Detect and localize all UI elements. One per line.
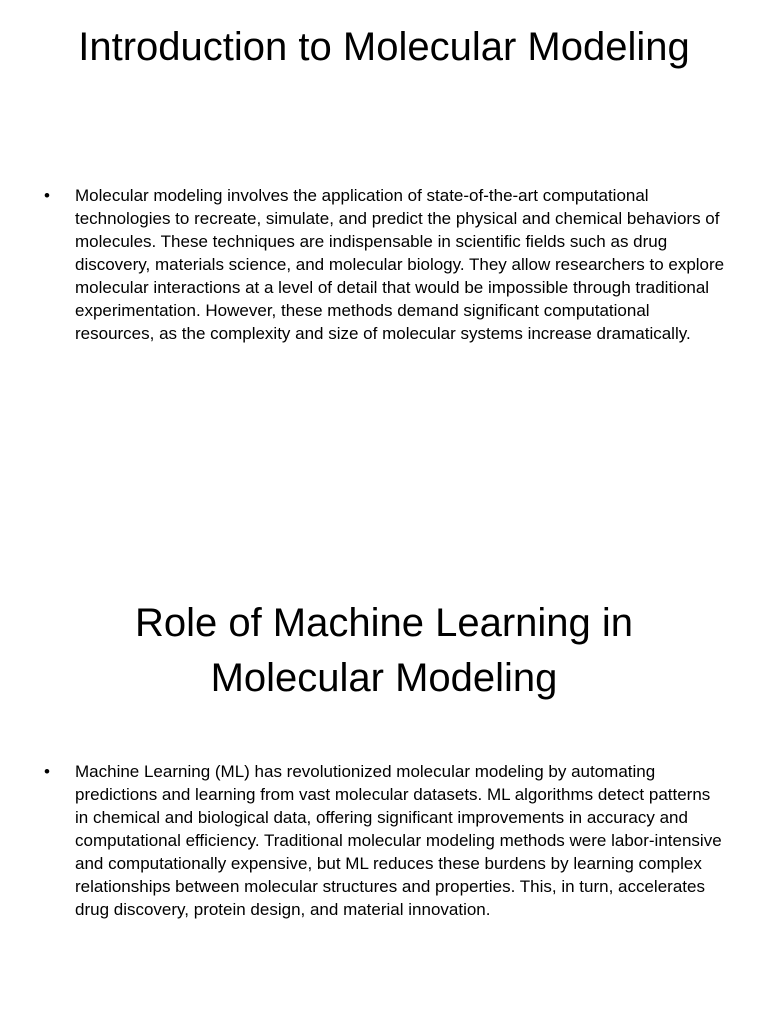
bullet-icon: • <box>44 186 50 205</box>
slide-2 <box>0 576 768 1024</box>
slide-1-title: Introduction to Molecular Modeling <box>78 25 690 69</box>
slide-2-title: Role of Machine Learning in Molecular Modeling <box>134 601 634 700</box>
slide-2-bullet-item <box>44 760 728 921</box>
slide-2-bullet-text: Machine Learning (ML) has revolutionized molecular modeling by automating predictions and learning from vast molecular datasets. ML algorithms detect patterns in chemical and biological data, offering significant improvements in accuracy and computational efficiency. Traditional molecular modeling methods were labor-intensive and computationally expensive, but ML reduces these burdens by learning complex relationships between molecular structures and properties. This, in turn, accelerates drug discovery, protein design, and material innovation. <box>75 762 722 919</box>
bullet-icon: • <box>44 762 50 781</box>
slide-2-bullet-list <box>44 760 728 921</box>
slide-1-bullet-text: Molecular modeling involves the application of state-of-the-art computational technologies to recreate, simulate, and predict the physical and chemical behaviors of molecules. These techniques are indispensable in scientific fields such as drug discovery, materials science, and molecular biology. They allow researchers to explore molecular interactions at a level of detail that would be impossible through traditional experimentation. However, these methods demand significant computational resources, as the complexity and size of molecular systems increase dramatically. <box>75 186 725 343</box>
slide-1-bullet-list <box>44 184 728 345</box>
slide-1-bullet-item <box>44 184 728 345</box>
